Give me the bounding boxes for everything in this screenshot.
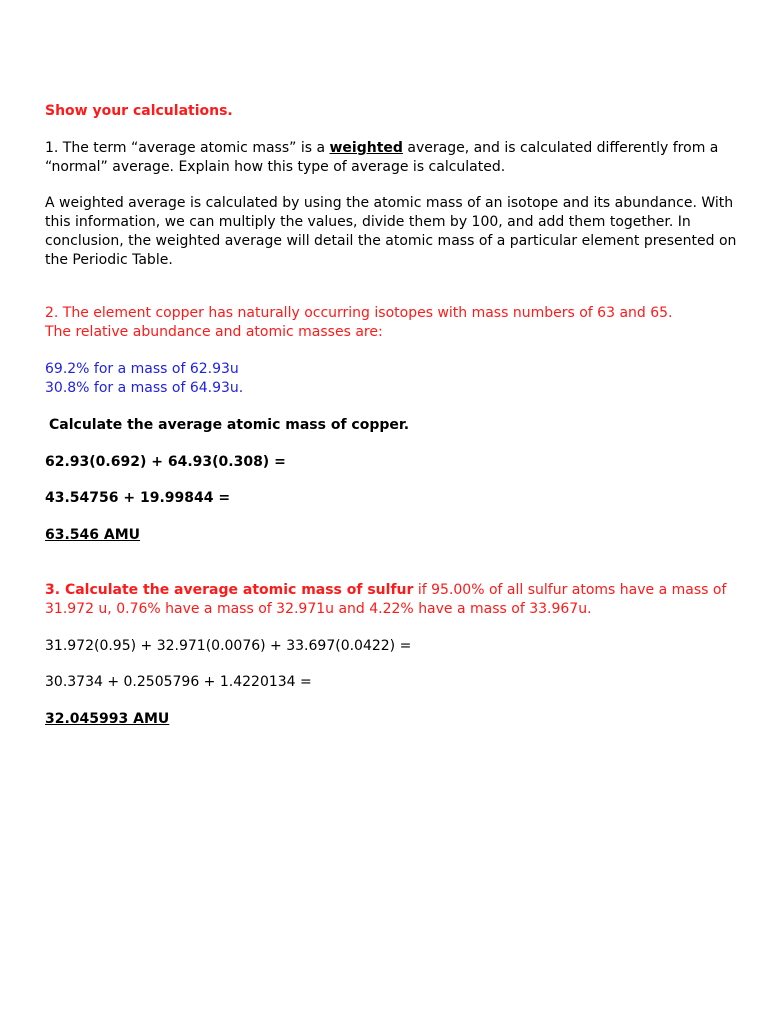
q3-prompt-bold: Calculate the average atomic mass of sulfur (64, 582, 414, 598)
q1-text-start: 1. The term “average atomic mass” is a (45, 140, 330, 156)
q3-step-1: 31.972(0.95) + 32.971(0.0076) + 33.697(0.0422) = (45, 638, 412, 654)
q2-step-1: 62.93(0.692) + 64.93(0.308) = (45, 454, 286, 470)
q2-prompt: Calculate the average atomic mass of copper. (49, 417, 410, 433)
q1-line-2: “normal” average. Explain how this type of average is calculated. (45, 159, 506, 175)
instructions-heading: Show your calculations. (45, 103, 233, 119)
q3-line-2: 31.972 u, 0.76% have a mass of 32.971u and 4.22% have a mass of 33.967u. (45, 601, 592, 617)
q2-line-2: The relative abundance and atomic masses are: (45, 324, 383, 340)
q2-isotope-line: 30.8% for a mass of 64.93u. (45, 380, 244, 396)
q1-answer-line: A weighted average is calculated by using the atomic mass of an isotope and its abundance. With (45, 195, 734, 211)
q1-text-end: average, and is calculated differently from a (402, 140, 719, 156)
q2-line-1: 2. The element copper has naturally occurring isotopes with mass numbers of 63 and 65. (45, 305, 673, 321)
q1-answer-line: this information, we can multiply the values, divide them by 100, and add them together. In (45, 214, 691, 230)
q3-result: 32.045993 AMU (45, 711, 170, 727)
q3-line-1 (45, 581, 726, 599)
q3-number: 3. (45, 582, 65, 598)
q2-step-2: 43.54756 + 19.99844 = (45, 490, 231, 506)
q1-answer-line: conclusion, the weighted average will detail the atomic mass of a particular element presented on (45, 233, 737, 249)
q3-prompt-rest: if 95.00% of all sulfur atoms have a mass of (413, 582, 727, 598)
q1-answer-line: the Periodic Table. (45, 252, 173, 268)
q3-step-2: 30.3734 + 0.2505796 + 1.4220134 = (45, 674, 312, 690)
q2-isotope-line: 69.2% for a mass of 62.93u (45, 361, 239, 377)
q2-result: 63.546 AMU (45, 527, 141, 543)
q1-emphasis-weighted: weighted (329, 140, 403, 156)
q1-line-1 (45, 139, 718, 157)
